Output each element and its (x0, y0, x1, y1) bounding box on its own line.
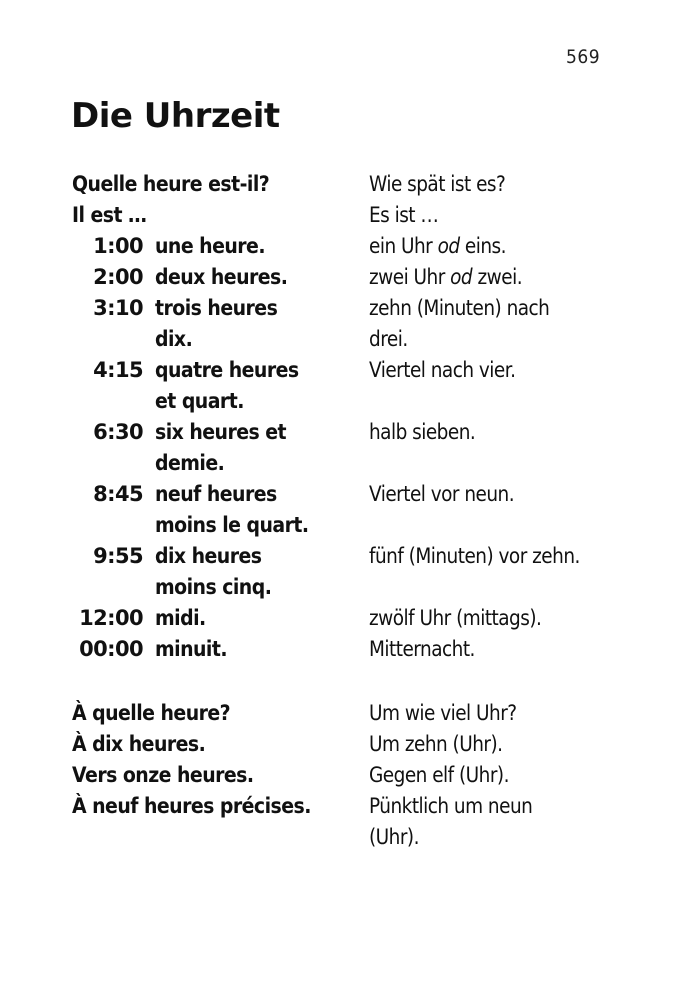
time-row (0, 293, 686, 324)
phrase-row (0, 169, 686, 200)
time-row (0, 262, 686, 293)
french-text: À dix heures. (72, 732, 206, 756)
french-text: Quelle heure est-il? (72, 172, 270, 196)
french-text: À neuf heures précises. (72, 794, 311, 818)
time-row (0, 541, 686, 572)
time-value: 4:15 (93, 358, 143, 382)
french-text: moins le quart. (155, 513, 309, 537)
german-text: Viertel nach vier. (369, 358, 516, 382)
german-text: Viertel vor neun. (369, 482, 515, 506)
time-value: 12:00 (79, 606, 143, 630)
time-row (0, 231, 686, 262)
french-text: quatre heures (155, 358, 299, 382)
page-number: 569 (566, 46, 601, 68)
german-text: zwölf Uhr (mittags). (369, 606, 542, 630)
abbrev-od: od (450, 265, 473, 289)
phrase-row (0, 791, 686, 822)
phrase-row (0, 760, 686, 791)
french-text: moins cinq. (155, 575, 272, 599)
time-row-cont (0, 324, 686, 355)
time-row (0, 417, 686, 448)
time-row (0, 479, 686, 510)
german-text: zwei Uhr od zwei. (369, 265, 523, 289)
german-text: fünf (Minuten) vor zehn. (369, 544, 580, 568)
french-text: une heure. (155, 234, 265, 258)
phrase-row-cont (0, 822, 686, 853)
time-row (0, 355, 686, 386)
french-text: et quart. (155, 389, 244, 413)
french-text: Vers onze heures. (72, 763, 254, 787)
german-text: Gegen elf (Uhr). (369, 763, 509, 787)
phrase-row (0, 200, 686, 231)
german-text: halb sieben. (369, 420, 476, 444)
time-row (0, 634, 686, 665)
german-text: (Uhr). (369, 825, 419, 849)
french-text: midi. (155, 606, 206, 630)
time-row (0, 603, 686, 634)
time-row-cont (0, 510, 686, 541)
phrase-row (0, 698, 686, 729)
french-text: minuit. (155, 637, 227, 661)
time-value: 9:55 (93, 544, 143, 568)
abbrev-od: od (437, 234, 460, 258)
page-title: Die Uhrzeit (71, 96, 280, 136)
time-row-cont (0, 386, 686, 417)
german-text: Wie spät ist es? (369, 172, 506, 196)
german-text: Pünktlich um neun (369, 794, 533, 818)
time-row-cont (0, 448, 686, 479)
phrase-row (0, 729, 686, 760)
german-text: Es ist … (369, 203, 439, 227)
french-text: trois heures (155, 296, 278, 320)
german-text: Mitternacht. (369, 637, 475, 661)
french-text: six heures et (155, 420, 287, 444)
french-text: demie. (155, 451, 225, 475)
german-text: zehn (Minuten) nach (369, 296, 550, 320)
french-text: neuf heures (155, 482, 277, 506)
french-text: À quelle heure? (72, 701, 231, 725)
time-row-cont (0, 572, 686, 603)
french-text: Il est … (72, 203, 147, 227)
german-text: Um wie viel Uhr? (369, 701, 517, 725)
german-text: Um zehn (Uhr). (369, 732, 503, 756)
french-text: dix heures (155, 544, 262, 568)
german-text: ein Uhr od eins. (369, 234, 507, 258)
time-value: 6:30 (93, 420, 143, 444)
french-text: dix. (155, 327, 193, 351)
time-value: 3:10 (93, 296, 143, 320)
french-text: deux heures. (155, 265, 288, 289)
time-value: 1:00 (93, 234, 143, 258)
time-value: 8:45 (93, 482, 143, 506)
time-value: 00:00 (79, 637, 143, 661)
german-text: drei. (369, 327, 408, 351)
time-value: 2:00 (93, 265, 143, 289)
